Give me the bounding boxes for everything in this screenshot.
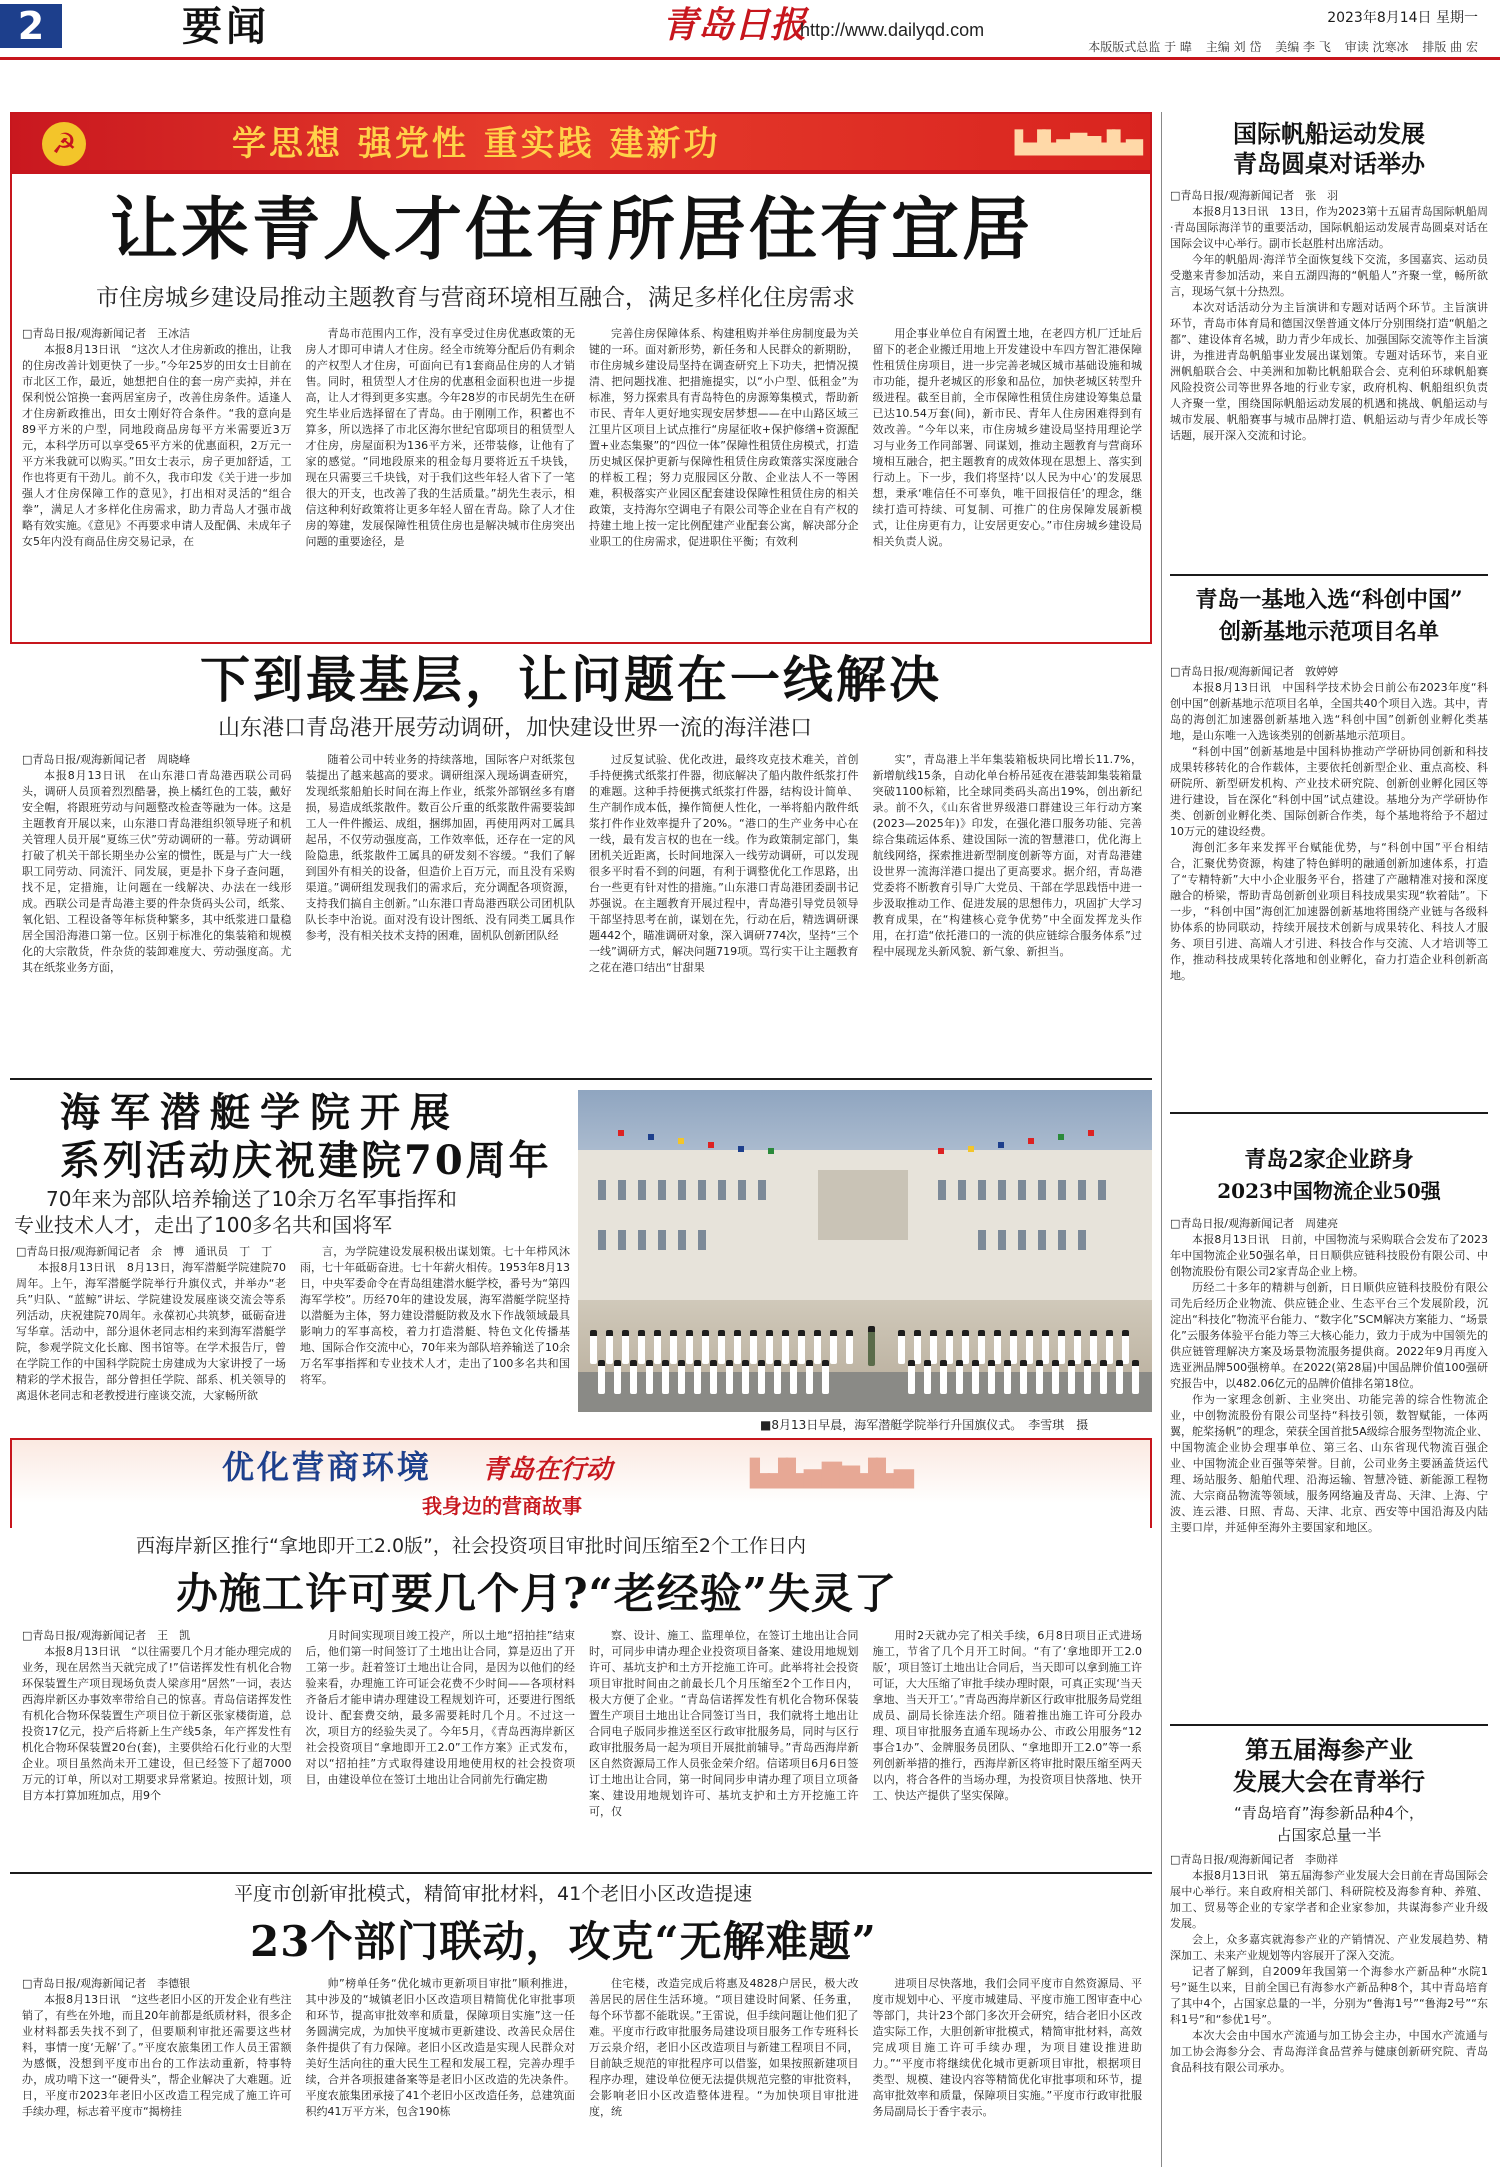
- article-permit-title: 办施工许可要几个月?“老经验”失灵了: [176, 1569, 897, 1618]
- paragraph: 本报8月13日讯 第五届海参产业发展大会日前在青岛国际会展中心举行。来自政府相关部门、科研院校及海参育种、养殖、加工、贸易等企业的专家学者和企业家参加，共谋海参产业升级发展。: [1170, 1869, 1488, 1930]
- newspaper-logo: 青岛日报: [662, 4, 807, 46]
- ceremony-photo: [578, 1090, 1152, 1412]
- sailing-title-2: 青岛圆桌对话举办: [1233, 149, 1425, 178]
- sea-cucumber-title-2: 发展大会在青举行: [1233, 1767, 1425, 1796]
- article-permit-kicker: 西海岸新区推行“拿地即开工2.0版”，社会投资项目审批时间压缩至2个工作日内: [136, 1535, 806, 1557]
- innovation-base-title-2: 创新基地示范项目名单: [1218, 619, 1439, 645]
- column-subtitle: 我身边的营商故事: [422, 1494, 582, 1518]
- paragraph: 进项目尽快落地，我们会同平度市自然资源局、平度市规划中心、平度市城建局、平度市施工图审查中心等部门，共计23个部门多次开会研究，结合老旧小区改造实际工作，大胆创新审批模式，精简审批材料，高效完成项目施工许可手续办理，为项目建设推进助力。”“平度市将继续优化城市更新项目审批，根据项目类型、规模、建设内容等精简优化审批事项和环节，提高审批效率和质量，保障项目实施。”平度市行政审批服务局副局长于香宇表示。: [872, 1977, 1142, 2118]
- paragraph: 本报8月13日讯 “以往需要几个月才能办理完成的业务，现在居然当天就完成了!”信诺挥发性有机化合物环保装置生产项目现场负责人梁彦用“居然”一词，表达西海岸新区办事效率带给自己的惊喜。青岛信诺挥发性有机化合物环保装置生产项目位于新区张家楼街道，总投资17亿元，投产后将新上生产线5条，年产挥发性有机化合物环保装置20台(套)，主要供给石化行业的大型企业。项目虽然尚未开工建设，但已经签下了超7000万元的订单，所以对工期要求异常紧迫。按照计划，项目方本打算加班加点，用9个: [22, 1645, 292, 1802]
- byline: □青岛日报/观海新闻记者 王冰洁: [22, 327, 191, 340]
- paragraph: 会上，众多嘉宾就海参产业的产销情况、产业发展趋势、精深加工、未来产业规划等内容展开了深入交流。: [1170, 1933, 1488, 1962]
- logistics-body: [1170, 1216, 1488, 1716]
- paragraph: 言，为学院建设发展积极出谋划策。七十年栉风沐雨，七十年砥砺奋进。七十年薪火相传。1953年8月13日，中央军委命令在青岛组建潜水艇学校，番号为“第四海军学校”。历经70年的建设发展，海军潜艇学院坚持以潜艇为主体，努力建设潜艇防救及水下作战领域最具影响力的军事高校，着力打造潜艇、特色文化传播基地、国际合作交流中心，70年来为部队培养输送了10余万名军事指挥和专业技术人才，走出了100多名共和国将军。: [300, 1245, 570, 1386]
- paragraph: 历经二十多年的精耕与创新，日日顺供应链科技股份有限公司先后经历企业物流、供应链企业、生态平台三个发展阶段，沉淀出“科技化”物流平台能力、“数字化”SCM解决方案能力、“场景化”云服务体验平台能力等三大核心能力，致力于成为中国领先的供应链管理解决方案及场景物流服务提供商。2022年9月再度入选亚洲品牌500强榜单。在2022(第28届)中国品牌价值100强研究报告中，以482.06亿元的品牌价值排名第18位。: [1170, 1281, 1488, 1390]
- byline: □青岛日报/观海新闻记者 李勋祥: [1170, 1853, 1339, 1866]
- article-port-title: 下到最基层，让问题在一线解决: [200, 650, 942, 709]
- paragraph: 用时2天就办完了相关手续，6月8日项目正式进场施工，节省了几个月开工时间。“有了‘拿地即开工2.0版’，项目签订土地出让合同后，当天即可以拿到施工许可证，大大压缩了审批手续办理时限，可真正实现‘当天拿地、当天开工’。”青岛西海岸新区行政审批服务局党组成员、副局长徐连法介绍。随着推出施工许可分段办理、项目审批服务直通车现场办公、市政公用服务“12事合1办”、金牌服务员团队、“拿地即开工2.0”等一系列创新举措的推行，西海岸新区将审批时限压缩至两天以内，将合各件的当场办理，为投资项目快落地、快开工、快达产提供了坚实保障。: [872, 1629, 1142, 1802]
- article-housing-title: 让来青人才住有所居住有宜居: [110, 190, 1034, 270]
- page-number: 2: [0, 4, 62, 48]
- byline: □青岛日报/观海新闻记者 张 羽: [1170, 189, 1339, 202]
- divider: [10, 1872, 1152, 1874]
- article-pingdu-body: [22, 1976, 1142, 2166]
- divider: [1170, 1112, 1488, 1114]
- editorial-credits: [1078, 38, 1478, 56]
- paragraph: 本报8月13日讯 “这些老旧小区的开发企业有些注销了，有些在外地，而且20年前都是纸质材料，很多企业材料都丢失找不到了，但要顺利审批还需要这些材料，事情一度‘无解’了。”平度农旅集团工作人员王雷额为感慨，没想到平度市出台的工作法动重新，特事特办，成功啃下这一“硬骨头”，帮企业解决了大难题。近日，平度市2023年老旧小区改造工程完成了施工许可手续办理，标志着平度市“揭榜挂: [22, 1993, 292, 2118]
- paragraph: 本报8月13日讯 “这次人才住房新政的推出，让我的住房改善计划更快了一步。”今年25岁的田女士目前在市北区工作，最近，她想把自住的套一房产卖掉，并在保利悦公馆换一套两居室房子，改善住房条件。适逢人才住房新政推出，田女士刚好符合条件。“我的意向是89平方米的户型，同地段商品房每平方米需要近3万元，本科学历可以享受65平方米的优惠面积，2万元一平方米我就可以购买。”田女士表示，房子更加舒适，工作也将更有干劲儿。前不久，我市印发《关于进一步加强人才住房保障工作的意见》，打出相对灵活的“组合拳”，满足人才多样化住房需求，助力青岛人才强市战略有效实施。《意见》不再要求申请人及配偶、未成年子女5年内没有商品住房交易记录，在: [22, 343, 292, 548]
- paragraph: 青岛市范围内工作，没有享受过住房优惠政策的无房人才即可申请人才住房。经全市统筹分配后仍有剩余的产权型人才住房，可面向已有1套商品住房的人才销售。同时，租赁型人才住房的优惠租金面积也进一步提高，让人才得到更多实惠。今年28岁的市民胡先生在研究生毕业后选择留在了青岛。由于刚刚工作，积蓄也不算多，所以选择了市北区海尔世纪官邸项目的租赁型人才住房，房屋面积为136平方米，还带装修，让他有了家的感觉。“同地段原来的租金每月要将近五千块钱，现在只需要三千块钱，对于我们这些年轻人省下了一笔很大的开支，也改善了我的生活质量。”胡先生表示，相信这种利好政策将让更多年轻人留在青岛。除了人才住房的筹建，发展保障性租赁住房也是解决城市住房突出问题的重要途径，是: [305, 327, 575, 548]
- paragraph: 本次对话活动分为主旨演讲和专题对话两个环节。主旨演讲环节，青岛市体育局和德国汉堡普通文体厅分别围绕打造“帆船之都”、建设体育名城，助力青少年成长、加强国际交流等作主旨演讲，为推进青岛帆船事业发展出谋划策。专题对话环节，来自亚洲帆船联合会、中美洲和加勒比帆船联合会、克利伯环球帆船赛风险投资公司等世界各地的行业专家，政府机构、帆船组织负责人齐聚一堂，围绕国际帆船运动发展的机遇和挑战、帆船运动与城市发展、帆船赛事与城市品牌打造、帆船运动与青少年成长等话题，展开深入交流和讨论。: [1170, 301, 1488, 442]
- city-skyline-icon: ▙▟▙▅▇▆▟▙▅: [1014, 131, 1140, 156]
- credit: 排版 曲 宏: [1422, 40, 1478, 54]
- paragraph: 本报8月13日讯 中国科学技术协会日前公布2023年度“科创中国”创新基地示范项目名单，全国共40个项目入选。其中，青岛的海创汇加速器创新基地入选“科创中国”创新创业孵化类基地，是山东唯一入选该类别的创新基地示范项目。: [1170, 681, 1488, 742]
- paragraph: 月时间实现项目竣工投产，所以土地“招拍挂”结束后，他们第一时间签订了土地出让合同，算是迈出了开工第一步。赶着签订土地出让合同，是因为以他们的经验来看，办理施工许可证会花费不少时间——各项材料齐备后才能申请办理建设工程规划许可，还要进行图纸设计、配套费交纳，最多需要耗时几个月。不过这一次，项目方的经验失灵了。今年5月，《青岛西海岸新区社会投资项目“拿地即开工2.0”工作方案》正式发布，对以“招拍挂”方式取得建设用地使用权的社会投资项目，由建设单位在签订土地出让合同前先行确定勘: [305, 1629, 575, 1786]
- paragraph: 本报8月13日讯 在山东港口青岛港西联公司码头，调研人员顶着烈烈酷暑，换上橘红色的工装，戴好安全帽，将跟班劳动与问题整改检查等融为一体。这是主题教育开展以来，山东港口青岛港组织领导班子和机关管理人员开展“夏练三伏”劳动调研的一幕。劳动调研打破了机关干部长期坐办公室的惯性，既是与广大一线职工同劳动、同流汗、同发展，更是扑下身子查问题，找不足，定措施，让问题在一线解决、办法在一线形成。西联公司是青岛港主要的件杂货码头公司，纸浆、氧化铝、工程设备等年标货种繁多，其中纸浆进口量稳居全国沿海港口第一位。区别于标准化的集装箱和规模化的大宗散货，件杂货的装卸难度大、劳动强度高。尤其在纸浆业务方面，: [22, 769, 292, 974]
- article-navy-subtitle-2: 专业技术人才，走出了100多名共和国将军: [14, 1213, 393, 1237]
- sailors-formation: [578, 1310, 1152, 1412]
- article-navy-title-2: 系列活动庆祝建院70周年: [60, 1137, 552, 1184]
- paragraph: 本报8月13日讯 8月13日，海军潜艇学院建院70周年。上午，海军潜艇学院举行升旗仪式，并举办“老兵”归队、“蓝鲸”讲坛、学院建设发展座谈交流会等系列活动，庆祝建院70周年。永葆初心共筑梦，砥砺奋进写华章。活动中，部分退休老同志相约来到海军潜艇学院，参观学院文化长廊、图书馆等。在学术报告厅，曾在学院工作的中国科学院院士房建成为大家讲授了一场精彩的学术报告，部分曾担任学院、部系、机关领导的离退休老同志和老教授进行座谈交流，大家畅所欲: [16, 1261, 286, 1402]
- paragraph: 过反复试验、优化改进，最终攻克技术难关，首创手持便携式纸浆打件器，彻底解决了船内散件纸浆打件的难题。这种手持便携式纸浆打件器，结构设计简单、生产制作成本低，操作简便人性化，一举将船内散件纸浆打件作业效率提升了20%。“港口的生产业务中心在一线，最有发言权的也在一线。作为政策制定部门，集团机关近距离，长时间地深入一线劳动调研，可以发现很多平时看不到的问题，有利于调整优化工作思路，出台一些更有针对性的措施。”山东港口青岛港团委副书记苏强说。在主题教育开展过程中，青岛港引导党员领导干部坚持思考在前，谋划在先，行动在后，精选调研课题442个，瞄准调研对象，深入调研774次，坚持“三个一线”调研方式，解决问题719项。骂行实干让主题教育之花在港口结出“甘甜果: [589, 753, 859, 974]
- divider: [10, 1078, 1152, 1080]
- article-navy-subtitle-1: 70年来为部队培养输送了10余万名军事指挥和: [46, 1187, 457, 1211]
- logistics-title-2: 2023中国物流企业50强: [1217, 1179, 1441, 1203]
- paragraph: 本报8月13日讯 13日，作为2023第十五届青岛国际帆船周·青岛国际海洋节的重要活动，国际帆船运动发展青岛圆桌对话在国际会议中心举行。副市长赵胜村出席活动。: [1170, 205, 1488, 250]
- sailing-title-1: 国际帆船运动发展: [1233, 119, 1425, 148]
- byline: □青岛日报/观海新闻记者 敦婷婷: [1170, 665, 1339, 678]
- article-port-subtitle: 山东港口青岛港开展劳动调研，加快建设世界一流的海洋港口: [218, 716, 813, 741]
- article-pingdu-kicker: 平度市创新审批模式，精简审批材料，41个老旧小区改造提速: [234, 1883, 753, 1905]
- credit: 审读 沈寒冰: [1344, 40, 1409, 54]
- website-url[interactable]: http://www.dailyqd.com: [800, 20, 985, 40]
- paragraph: 完善住房保障体系、构建租购并举住房制度最为关键的一环。面对新形势，新任务和人民群众的新期盼，市住房城乡建设局坚持在调查研究上下功夫，把情况摸清、把问题找准、把措施提实，以“小户型、低租金”为标准，努力探索具有青岛特色的房源筹集模式，帮助新市民、青年人更好地实现安居梦想——在中山路区域三江里片区项目上试点推行“房屋征收+保护修缮+资源配置+业态集聚”的“四位一体”保障性租赁住房模式，打造历史城区保护更新与保障性租赁住房政策落实深度融合的样板工程；努力克服园区分散、企业法人不一等困难，积极落实产业园区配套建设保障性租赁住房的相关政策，支持海尔空调电子有限公司等企业在自有产权的持建土地上按一定比例配建产业配套公寓，解决部分企业职工的住房需求，促进职住平衡；有效利: [589, 327, 859, 548]
- business-environment-banner: [10, 1438, 1152, 1528]
- divider: [1170, 574, 1488, 576]
- article-housing-body: [22, 326, 1142, 640]
- byline: □青岛日报/观海新闻记者 周建亮: [1170, 1217, 1339, 1230]
- masthead: [0, 0, 1500, 60]
- paragraph: 作为一家理念创新、主业突出、功能完善的综合性物流企业，中创物流股份有限公司坚持“科技引领，数智赋能，一体两翼，舵桨扬帆”的理念，荣获全国首批5A级综合服务型物流企业、中国物流企业协会理事单位、第三名、山东省现代物流百强企业、中国物流企业百强等荣誉。目前，公司业务主要涵盖货运代理、场站服务、船舶代理、沿海运输、智慧冷链、新能源工程物流、大宗商品物流等领域，服务网络遍及青岛、天津、上海、宁波、连云港、日照、青岛、天津、北京、西安等中国沿海及内陆主要口岸，并延伸至海外主要国家和地区。: [1170, 1393, 1488, 1534]
- paragraph: 用企事业单位自有闲置土地，在老四方机厂迁址后留下的老企业搬迁用地上开发建设中车四方智汇港保障性租赁住房项目，进一步完善老城区城市基础设施和城市功能，提升老城区的形象和品位，加快老城区转型升级进程。截至目前，全市保障性租赁住房建设筹集总量已达10.54万套(间)，新市民、青年人住房困难得到有效改善。“今年以来，市住房城乡建设局坚持用理论学习与业务工作同部署、同谋划，推动主题教育与营商环境相互融合，把主题教育的成效体现在思想上、落实到行动上。下一步，我们将坚持‘以人民为中心’的发展思想，秉承‘唯信任不可辜负，唯干回报信任’的理念，继续打造可持续、可复制、可推广的住房保障发展新模式，让住房更有力，让安居更安心。”市住房城乡建设局相关负责人说。: [872, 327, 1142, 548]
- credit: 主编 刘 岱: [1205, 40, 1262, 54]
- issue-date: 2023年8月14日 星期一: [1327, 10, 1478, 26]
- article-port-body: [22, 752, 1142, 1064]
- column-tagline: 青岛在行动: [482, 1455, 613, 1485]
- article-navy-title-1: 海军潜艇学院开展: [60, 1089, 460, 1136]
- landmark-skyline-icon: ▙▟▙▅▇▆▟▙▅: [750, 1459, 912, 1489]
- paragraph: 住宅楼，改造完成后将惠及4828户居民，极大改善居民的居住生活环境。“项目建设时间紧、任务重，每个环节都不能耽误。”王雷说，但手续问题让他们犯了难。平度市行政审批服务局建设项目服务工作专班科长万云泉介绍，老旧小区改造项目与新建工程项目不同，目前缺乏规范的审批程序可以借鉴，如果按照新建项目程序办理，建设单位便无法提供规范完整的审批资料，会影响老旧小区改造整体进程。“为加快项目审批进度，统: [589, 1977, 859, 2118]
- paragraph: 实”，青岛港上半年集装箱板块同比增长11.7%，新增航线15条，自动化单台桥吊延夜在港装卸集装箱量突破1100标箱，比全球同类码头高出19%，创出新纪录。前不久，《山东省世界级港口群建设三年行动方案(2023—2025年)》印发，在强化港口服务功能、完善综合集疏运体系、建设国际一流的智慧港口，优化海上航线网络，探索推进新型制度创新等方面，对青岛港建设世界一流海洋港口提出了更高要求。据介绍，青岛港党委将不断教育引导广大党员、干部在学思践悟中进一步汲取推动工作、促进发展的思想伟力，巩固扩大学习教育成果，在“构建核心竞争优势”中全面发挥龙头作用，在打造“依托港口的一流的供应链综合服务体系”过程中展现龙头新风貌、新气象、新担当。: [872, 753, 1142, 958]
- paragraph: 今年的帆船周·海洋节全面恢复线下交流，多国嘉宾、运动员受邀来青参加活动，来自五湖四海的“帆船人”齐聚一堂，畅所欲言，现场气氛十分热烈。: [1170, 253, 1488, 298]
- paragraph: 随着公司中转业务的持续落地，国际客户对纸浆包装提出了越来越高的要求。调研组深入现场调查研究，发现纸浆船舶长时间在海上作业，纸浆外部钢丝多有磨损，易造成纸浆散件。数百公斤重的纸浆散件需要装卸工人一件件搬运、成组，捆绑加固，再使用两对工属具起吊，不仅劳动强度高，工作效率低，还存在一定的风险隐患，纸浆散件工属具的研发刻不容缓。“我们了解到国外有相关的设备，但造价上百万元，而且没有采购渠道。”调研组发现我们的需求后，充分调配各项资源，支持我们搞自主创新。”山东港口青岛港西联公司团机队队长李中治说。面对没有设计图纸、没有同类工属具作参考，没有相关技术支持的困难，固机队创新团队经: [305, 753, 575, 942]
- paragraph: 本报8月13日讯 日前，中国物流与采购联合会发布了2023年中国物流企业50强名单，日日顺供应链科技股份有限公司、中创物流股份有限公司2家青岛企业上榜。: [1170, 1233, 1488, 1278]
- campaign-banner: [10, 112, 1152, 172]
- article-housing-subtitle: 市住房城乡建设局推动主题教育与营商环境相互融合，满足多样化住房需求: [96, 285, 855, 311]
- sailing-body: [1170, 188, 1488, 648]
- article-pingdu-title: 23个部门联动，攻克“无解难题”: [250, 1917, 877, 1966]
- divider: [1170, 1724, 1488, 1726]
- paragraph: 察、设计、施工、监理单位，在签订土地出让合同时，可同步申请办理企业投资项目备案、建设用地规划许可、基坑支护和土方开挖施工许可。此举将社会投资项目审批时间由之前最长几个月压缩至2个工作日内，极大方便了企业。“青岛信诺挥发性有机化合物环保装置生产项目土地出让合同签订当日，我们就将土地出让合同电子版同步推送至区行政审批服务局，同时与区行政审批服务局一起为项目开展批前辅导。”青岛西海岸新区自然资源局工作人员张金荣介绍。信诺项目6月6日签订土地出让合同，第一时间同步申请办理了项目立项备案、建设用地规划许可、基坑支护和土方开挖施工许可，仅: [589, 1629, 859, 1818]
- sea-cucumber-body: [1170, 1852, 1488, 2166]
- sea-cucumber-subtitle-2: 占国家总量一半: [1276, 1826, 1382, 1844]
- campaign-slogan: 学思想 强党性 重实践 建新功: [232, 124, 721, 164]
- paragraph: 帅”榜单任务“优化城市更新项目审批”顺利推进，其中涉及的“城镇老旧小区改造项目精简优化审批事项和环节，提高审批效率和质量，保障项目实施”这一任务圆满完成，为加快平度城市更新建设、改善民众居住条件提供了有力保障。老旧小区改造是实现人民群众对美好生活向往的重大民生工程和发展工程，完善办理手续，合并各项报建备案等是老旧小区改造的先决条件。平度农旅集团承接了41个老旧小区改造任务，总建筑面积约41万平方米，包含190栋: [305, 1977, 575, 2118]
- byline: □青岛日报/观海新闻记者 余 博 通讯员 丁 丁: [16, 1245, 273, 1258]
- innovation-base-body: [1170, 664, 1488, 1104]
- paragraph: 海创汇多年来发挥平台赋能优势，与“科创中国”平台相结合，汇聚优势资源，构建了特色鲜明的融通创新加速体系，打造了“专精特新”大中小企业服务平台，搭建了产融精准对接和深度融合的桥梁，帮助青岛创新创业项目科技成果实现“软着陆”。下一步，“科创中国”海创汇加速器创新基地将围绕产业链与各级科协体系的协同联动，持续开展技术创新与成果转化、科技人才服务、项目引进、高端人才引进、科技合作与交流、人才培训等工作，推动科技成果转化落地和创业孵化，奋力打造企业科创新高地。: [1170, 841, 1488, 982]
- paragraph: 本次大会由中国水产流通与加工协会主办，中国水产流通与加工协会海参分会、青岛海洋食品营养与健康创新研究院、青岛食品科技有限公司承办。: [1170, 2029, 1488, 2074]
- paragraph: “科创中国”创新基地是中国科协推动产学研协同创新和科技成果转移转化的合作载体，主要依托创新型企业、重点高校、科研院所、新型研发机构、产业技术研究院、创新创业孵化园区等进行建设，旨在深化“科创中国”试点建设。基地分为产学研协作类、创新创业孵化类、国际创新合作类，每个基地将给予不超过10万元的建设经费。: [1170, 745, 1488, 838]
- party-emblem-icon: ☭: [42, 122, 86, 166]
- credit: 美编 李 飞: [1275, 40, 1331, 54]
- section-title: 要闻: [182, 3, 270, 50]
- column-rule: [1161, 112, 1162, 2167]
- sea-cucumber-title-1: 第五届海参产业: [1245, 1735, 1413, 1764]
- building-facade: [578, 1150, 1152, 1300]
- byline: □青岛日报/观海新闻记者 周晓峰: [22, 753, 191, 766]
- byline: □青岛日报/观海新闻记者 王 凯: [22, 1629, 191, 1642]
- column-title: 优化营商环境: [222, 1448, 433, 1486]
- photo-caption: ■8月13日早晨，海军潜艇学院举行升国旗仪式。 李雪琪 摄: [760, 1418, 1089, 1432]
- innovation-base-title-1: 青岛一基地入选“科创中国”: [1195, 587, 1463, 613]
- credit: 本版版式总监 于 暐: [1088, 40, 1192, 54]
- logistics-title-1: 青岛2家企业跻身: [1244, 1147, 1414, 1173]
- byline: □青岛日报/观海新闻记者 李德银: [22, 1977, 191, 1990]
- article-permit-body: [22, 1628, 1142, 1864]
- sea-cucumber-subtitle-1: “青岛培育”海参新品种4个，: [1233, 1804, 1425, 1822]
- paragraph: 记者了解到，自2009年我国第一个海参水产新品种“水院1号”诞生以来，目前全国已有海参水产新品种8个，其中青岛培育了其中4个，占国家总量的一半，分别为“鲁海1号”“鲁海2号”“东科1号”和“参优1号”。: [1170, 1965, 1488, 2026]
- article-navy-body: [16, 1244, 570, 1430]
